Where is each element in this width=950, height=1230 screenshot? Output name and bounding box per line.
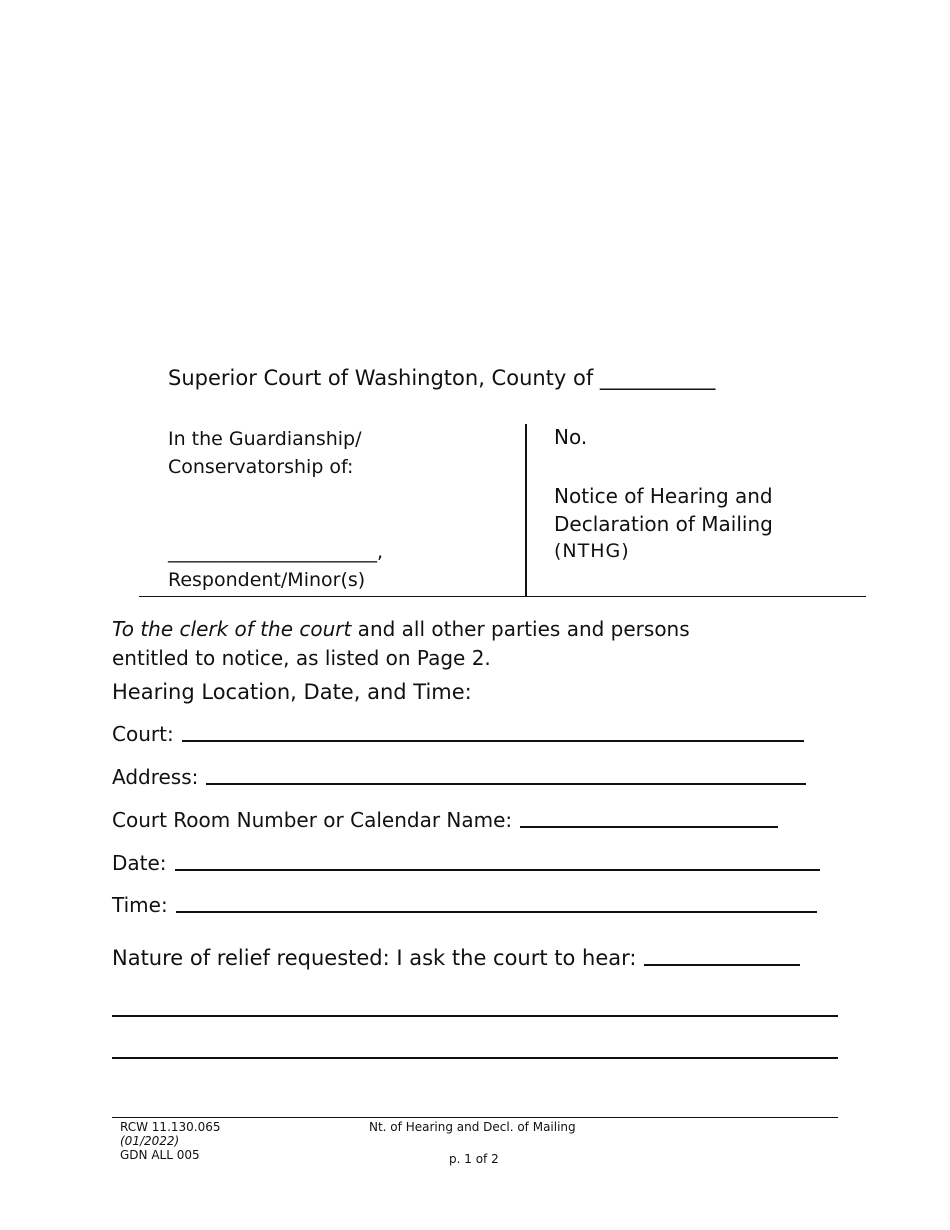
caption-divider	[525, 424, 527, 597]
court-label: Court:	[112, 722, 174, 746]
time-label: Time:	[112, 893, 168, 917]
intro-rest: and all other parties and persons	[351, 617, 690, 641]
date-field[interactable]	[175, 869, 820, 871]
footer-short-title: Nt. of Hearing and Decl. of Mailing	[369, 1120, 576, 1134]
date-row	[112, 851, 820, 875]
intro-line-2: entitled to notice, as listed on Page 2.	[112, 646, 491, 670]
footer-statute: RCW 11.130.065	[120, 1120, 221, 1134]
caption-matter	[168, 425, 362, 481]
intro-italic: To the clerk of the court	[112, 617, 352, 641]
address-row	[112, 765, 806, 789]
document-code: (NTHG)	[554, 540, 630, 562]
footer-form-number: GDN ALL 005	[120, 1148, 200, 1162]
date-label: Date:	[112, 851, 167, 875]
case-number-label: No.	[554, 425, 588, 449]
footer-rule	[112, 1117, 838, 1118]
court-title: Superior Court of Washington, County of ___________	[168, 366, 716, 390]
footer-revision: (01/2022)	[120, 1134, 180, 1148]
court-row	[112, 722, 804, 746]
respondent-label: Respondent/Minor(s)	[168, 569, 366, 591]
court-field[interactable]	[182, 740, 804, 742]
address-field[interactable]	[206, 783, 806, 785]
intro-paragraph	[112, 615, 690, 673]
relief-line-2[interactable]	[112, 1015, 838, 1017]
address-label: Address:	[112, 765, 199, 789]
matter-line-1: In the Guardianship/	[168, 428, 362, 450]
time-field[interactable]	[176, 911, 817, 913]
court-room-row	[112, 808, 778, 832]
footer-page-number: p. 1 of 2	[449, 1152, 499, 1166]
relief-label: Nature of relief requested: I ask the court to hear:	[112, 946, 637, 970]
court-room-field[interactable]	[520, 826, 778, 828]
relief-field[interactable]	[644, 964, 800, 966]
footer-left	[120, 1120, 221, 1162]
hearing-heading: Hearing Location, Date, and Time:	[112, 680, 472, 704]
document-title-line-2: Declaration of Mailing	[554, 512, 773, 536]
matter-line-2: Conservatorship of:	[168, 456, 354, 478]
respondent-name-blank[interactable]: ______________________,	[168, 541, 384, 563]
time-row	[112, 893, 817, 917]
relief-line-3[interactable]	[112, 1057, 838, 1059]
document-title-line-1: Notice of Hearing and	[554, 484, 773, 508]
relief-row	[112, 946, 800, 970]
court-room-label: Court Room Number or Calendar Name:	[112, 808, 513, 832]
document-title	[554, 482, 773, 538]
caption-bottom-rule	[139, 596, 866, 597]
